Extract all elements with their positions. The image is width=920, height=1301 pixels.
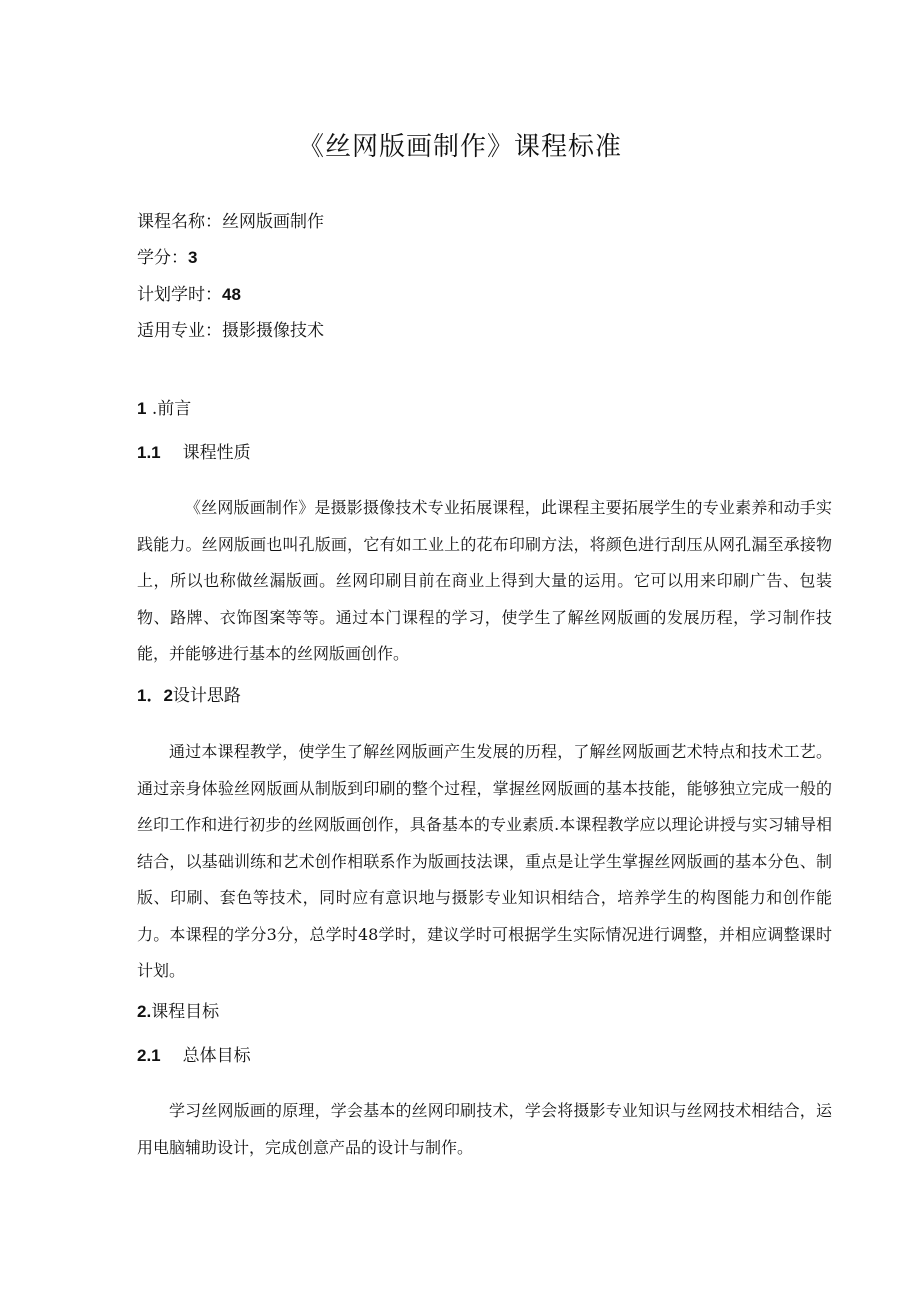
meta-value: 3 [188,248,198,267]
heading-number: 1．2 [137,686,173,705]
heading-1-preface [137,397,191,421]
meta-label: 课程名称： [137,212,222,232]
heading-1-2-design [137,684,241,708]
meta-value: 摄影摄像技术 [222,321,324,341]
meta-credits [137,246,197,270]
meta-label: 计划学时： [137,285,222,305]
heading-number: 1.1 [137,443,161,462]
paragraph-overall-goal: 学习丝网版画的原理，学会基本的丝网印刷技术，学会将摄影专业知识与丝网技术相结合，运用电脑辅助设计，完成创意产品的设计与制作。 [137,1101,832,1157]
meta-major [137,319,324,343]
meta-hours [137,283,241,307]
heading-1-1-nature [137,441,251,465]
heading-text: 总体目标 [182,1046,251,1066]
meta-course-name [137,210,324,234]
meta-value: 48 [222,285,241,304]
paragraph-course-nature: 《丝网版画制作》是摄影摄像技术专业拓展课程，此课程主要拓展学生的专业素养和动手实践能力。丝网版画也叫孔版画，它有如工业上的花布印刷方法，将颜色进行刮压从网孔漏至承接物上，所以也称做丝漏版画。丝网印刷目前在商业上得到大量的运用。它可以用来印刷广告、包装物、路牌、衣饰图案等等。通过本门课程的学习，使学生了解丝网版画的发展历程，学习制作技能，并能够进行基本的丝网版画创作。 [137,498,832,663]
heading-2-goals [137,1000,219,1024]
meta-label: 适用专业： [137,321,222,341]
heading-text: .前言 [146,399,192,419]
heading-text: 课程性质 [182,443,251,463]
heading-number: 2.1 [137,1046,161,1065]
heading-2-1-overall [137,1044,251,1068]
meta-label: 学分： [137,248,188,268]
paragraph-design-idea: 通过本课程教学，使学生了解丝网版画产生发展的历程，了解丝网版画艺术特点和技术工艺。通过亲身体验丝网版画从制版到印刷的整个过程，掌握丝网版画的基本技能，能够独立完成一般的丝印工作和进行初步的丝网版画创作，具备基本的专业素质.本课程教学应以理论讲授与实习辅导相结合，以基础训练和艺术创作相联系作为版画技法课，重点是让学生掌握丝网版画的基本分色、制版、印刷、套色等技术，同时应有意识地与摄影专业知识相结合，培养学生的构图能力和创作能力。本课程的学分3分，总学时48学时，建议学时可根据学生实际情况进行调整，并相应调整课时计划。 [137,742,832,980]
page-title: 《丝网版画制作》课程标准 [297,132,622,162]
heading-number: 1 [137,399,147,418]
heading-text: 设计思路 [172,686,241,706]
heading-number: 2. [137,1002,152,1021]
meta-value: 丝网版画制作 [222,212,324,232]
heading-text: 课程目标 [151,1002,220,1022]
